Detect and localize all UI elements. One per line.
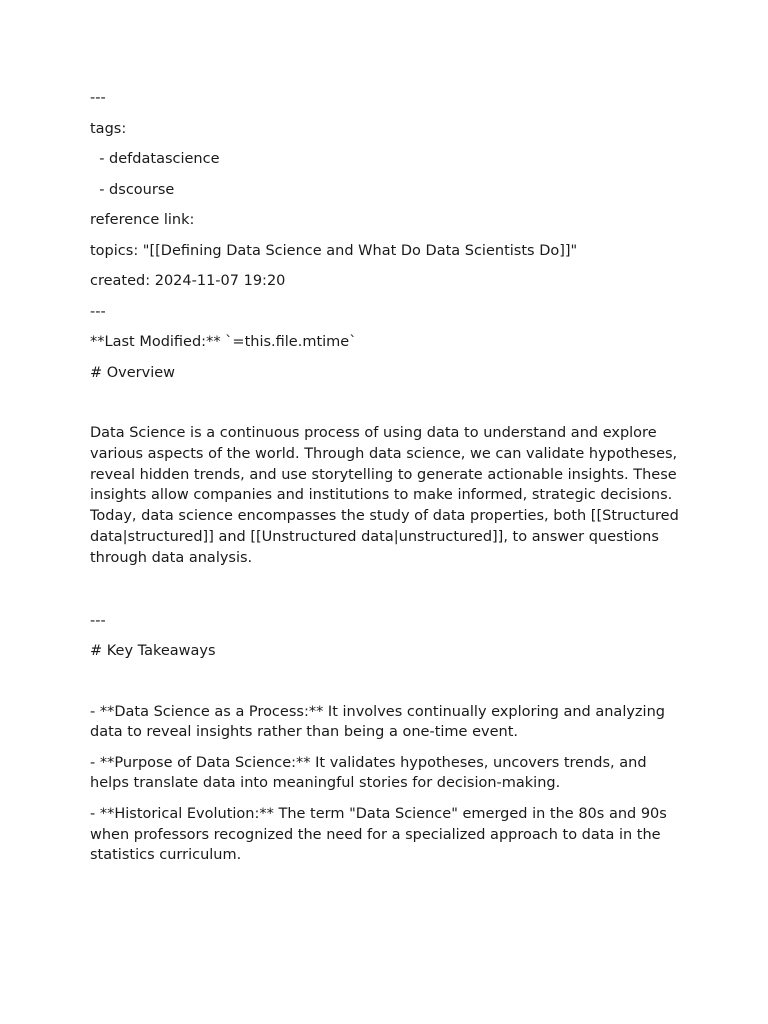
- spacer: [90, 393, 680, 423]
- list-item: - **Historical Evolution:** The term "Data Science" emerged in the 80s and 90s when professors recognized the need for a specialized approach to data in the statistics curriculum.: [90, 805, 667, 864]
- section-separator: ---: [90, 612, 106, 629]
- frontmatter-open-delimiter: ---: [90, 90, 106, 106]
- frontmatter-topics: topics: "[[Defining Data Science and What Do Data Scientists Do]]": [90, 242, 578, 259]
- list-item: - **Purpose of Data Science:** It validates hypotheses, uncovers trends, and helps translate data into meaningful stories for decision-making.: [90, 754, 647, 792]
- overview-paragraph: Data Science is a continuous process of using data to understand and explore various aspects of the world. Through data science, we can validate hypotheses, reveal hidden trends, and use storytelling to generate actionable insights. These insights allow companies and institutions to make informed, strategic decisions. Today, data science encompasses the study of data properties, both [[Structured data|structured]] and [[Unstructured data|unstructured]], to answer questions through data analysis.: [90, 425, 679, 566]
- frontmatter-reference-link: reference link:: [90, 212, 195, 228]
- frontmatter-tag-item: - dscourse: [90, 181, 175, 198]
- last-modified-line: **Last Modified:** `=this.file.mtime`: [90, 334, 357, 350]
- frontmatter-created: created: 2024-11-07 19:20: [90, 273, 286, 289]
- key-takeaways-heading: # Key Takeaways: [90, 643, 216, 660]
- overview-heading: # Overview: [90, 364, 176, 381]
- frontmatter-tag-item: - defdatascience: [90, 151, 220, 167]
- document-page: [90, 88, 680, 876]
- frontmatter-close-delimiter: ---: [90, 303, 106, 320]
- list-item: - **Data Science as a Process:** It involves continually exploring and analyzing data to reveal insights rather than being a one-time event.: [90, 703, 665, 741]
- frontmatter-tags-label: tags:: [90, 120, 127, 137]
- spacer: [90, 672, 680, 702]
- spacer: [90, 569, 680, 611]
